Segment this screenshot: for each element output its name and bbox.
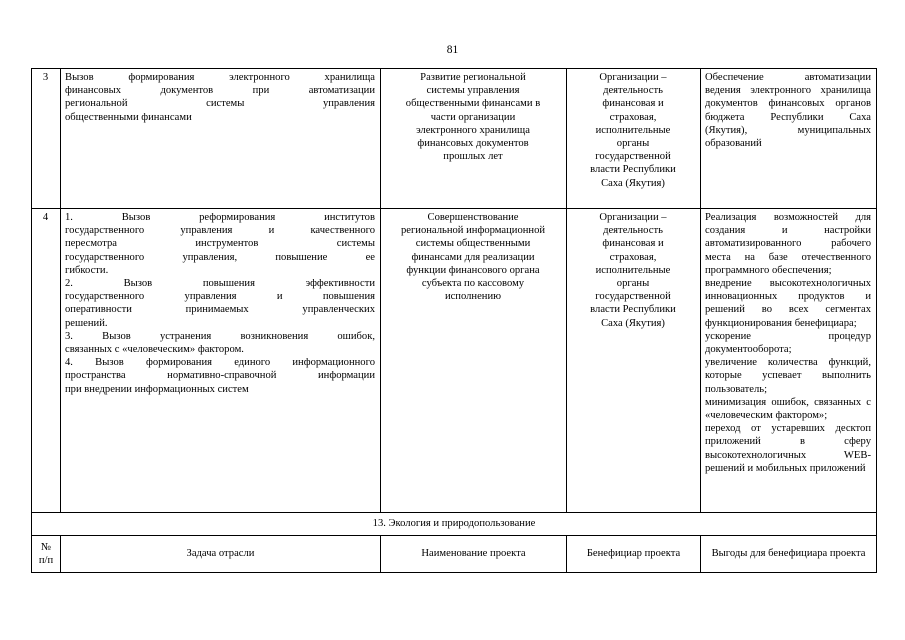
cell-line: функционирования бенефициара; <box>705 317 857 329</box>
cell-line: субъекта по кассовому <box>421 278 525 290</box>
cell-line: (Якутия), муниципальных <box>705 124 871 136</box>
header-task: Задача отрасли <box>61 536 381 573</box>
cell-line: образований <box>705 138 762 150</box>
cell-line: Реализация возможностей для <box>705 212 871 223</box>
cell-line: Организации – <box>599 72 667 83</box>
cell-line: финансовая и <box>602 98 664 110</box>
cell-line: органы <box>616 138 650 150</box>
benefit-cell <box>701 69 877 209</box>
row-number: 3 <box>32 69 61 209</box>
header-num-line1: № <box>40 541 52 553</box>
cell-line: 3. Вызов устранения возникновения ошибок, <box>65 330 375 342</box>
header-num <box>32 536 61 573</box>
section-row <box>32 513 877 536</box>
cell-line: решений. <box>65 317 108 329</box>
page-number: 81 <box>446 44 459 56</box>
project-cell <box>381 209 567 513</box>
header-project: Наименование проекта <box>381 536 567 573</box>
cell-line: государственного управления и повышения <box>65 291 375 303</box>
cell-line: увеличение количества функций, <box>705 357 871 369</box>
benefit-cell <box>701 209 877 513</box>
cell-line: финансами для реализации <box>411 251 535 263</box>
cell-line: финансовых документов при автоматизации <box>65 85 375 97</box>
cell-line: общественными финансами в <box>405 98 541 110</box>
cell-line: пользователь; <box>705 383 768 395</box>
task-cell <box>61 209 381 513</box>
cell-line: финансовая и <box>602 238 664 250</box>
cell-line: Обеспечение автоматизации <box>705 72 871 83</box>
cell-line: власти Республики <box>590 304 676 316</box>
cell-line: исполнению <box>444 291 502 303</box>
cell-line: 1. Вызов реформирования институтов <box>65 212 375 223</box>
cell-line: 4. Вызов формирования единого информационного <box>65 357 375 369</box>
beneficiary-cell <box>567 209 701 513</box>
table-row <box>32 209 877 513</box>
cell-line: «человеческим фактором»; <box>705 410 828 422</box>
cell-line: региональной системы управления <box>65 98 375 110</box>
cell-line: государственной <box>595 151 671 163</box>
cell-line: минимизация ошибок, связанных с <box>705 396 871 408</box>
cell-line: которые успевает выполнить <box>705 370 871 382</box>
cell-line: страховая, <box>609 251 657 263</box>
table-row <box>32 69 877 209</box>
cell-line: программного обеспечения; <box>705 264 832 276</box>
cell-line: гибкости. <box>65 264 109 276</box>
cell-line: инновационных продуктов и <box>705 291 871 303</box>
cell-line: финансовых документов <box>417 138 529 150</box>
cell-line: прошлых лет <box>443 151 503 163</box>
cell-line: электронного хранилища <box>416 124 530 136</box>
cell-line: ведения электронного хранилища <box>705 85 871 97</box>
cell-line: решений и мобильных приложений <box>705 462 866 474</box>
row-number: 4 <box>32 209 61 513</box>
cell-line: исполнительные <box>595 124 671 136</box>
header-row <box>32 536 877 573</box>
cell-line: органы <box>616 278 650 290</box>
cell-line: страховая, <box>609 111 657 123</box>
cell-line: региональной информационной <box>400 225 546 237</box>
cell-line: Саха (Якутия) <box>601 177 665 189</box>
cell-line: высокотехнологичных WEB- <box>705 449 871 461</box>
cell-line: Развитие региональной <box>420 72 526 83</box>
projects-table <box>31 68 877 573</box>
cell-line: пространства нормативно-справочной информации <box>65 370 375 382</box>
cell-line: системы общественными <box>415 238 531 250</box>
cell-line: пересмотра инструментов системы <box>65 238 375 250</box>
cell-line: связанных с «человеческим» фактором. <box>65 344 244 356</box>
cell-line: государственного управления, повышение ее <box>65 251 375 263</box>
cell-line: Вызов формирования электронного хранилища <box>65 72 375 83</box>
cell-line: при внедрении информационных систем <box>65 383 249 395</box>
cell-line: внедрение высокотехнологичных <box>705 278 871 290</box>
cell-line: места на базе отечественного <box>705 251 871 263</box>
cell-line: части организации <box>430 111 516 123</box>
cell-line: создания и настройки <box>705 225 871 237</box>
cell-line: деятельность <box>603 225 663 237</box>
cell-line: оперативности принимаемых управленческих <box>65 304 375 316</box>
header-benefit: Выгоды для бенефициара проекта <box>701 536 877 573</box>
cell-line: бюджета Республики Саха <box>705 111 871 123</box>
cell-line: Организации – <box>599 212 667 223</box>
cell-line: ускорение процедур <box>705 330 871 342</box>
cell-line: государственной <box>595 291 671 303</box>
cell-line: автоматизированного рабочего <box>705 238 871 250</box>
header-beneficiary: Бенефициар проекта <box>567 536 701 573</box>
cell-line: общественными финансами <box>65 111 192 123</box>
cell-line: 2. Вызов повышения эффективности <box>65 278 375 290</box>
project-cell <box>381 69 567 209</box>
cell-line: документооборота; <box>705 344 792 356</box>
section-title: 13. Экология и природопользование <box>32 513 877 536</box>
cell-line: функции финансового органа <box>406 264 540 276</box>
header-num-line2: п/п <box>38 555 54 566</box>
cell-line: переход от устаревших десктоп <box>705 423 871 435</box>
cell-line: государственного управления и качественного <box>65 225 375 237</box>
task-cell <box>61 69 381 209</box>
cell-line: деятельность <box>603 85 663 97</box>
cell-line: документов финансовых органов <box>705 98 871 110</box>
cell-line: приложений в сферу <box>705 436 871 448</box>
cell-line: решений во всех сегментах <box>705 304 871 316</box>
cell-line: Саха (Якутия) <box>601 317 665 329</box>
cell-line: Совершенствование <box>427 212 519 223</box>
cell-line: власти Республики <box>590 164 676 176</box>
cell-line: исполнительные <box>595 264 671 276</box>
cell-line: системы управления <box>426 85 520 97</box>
beneficiary-cell <box>567 69 701 209</box>
